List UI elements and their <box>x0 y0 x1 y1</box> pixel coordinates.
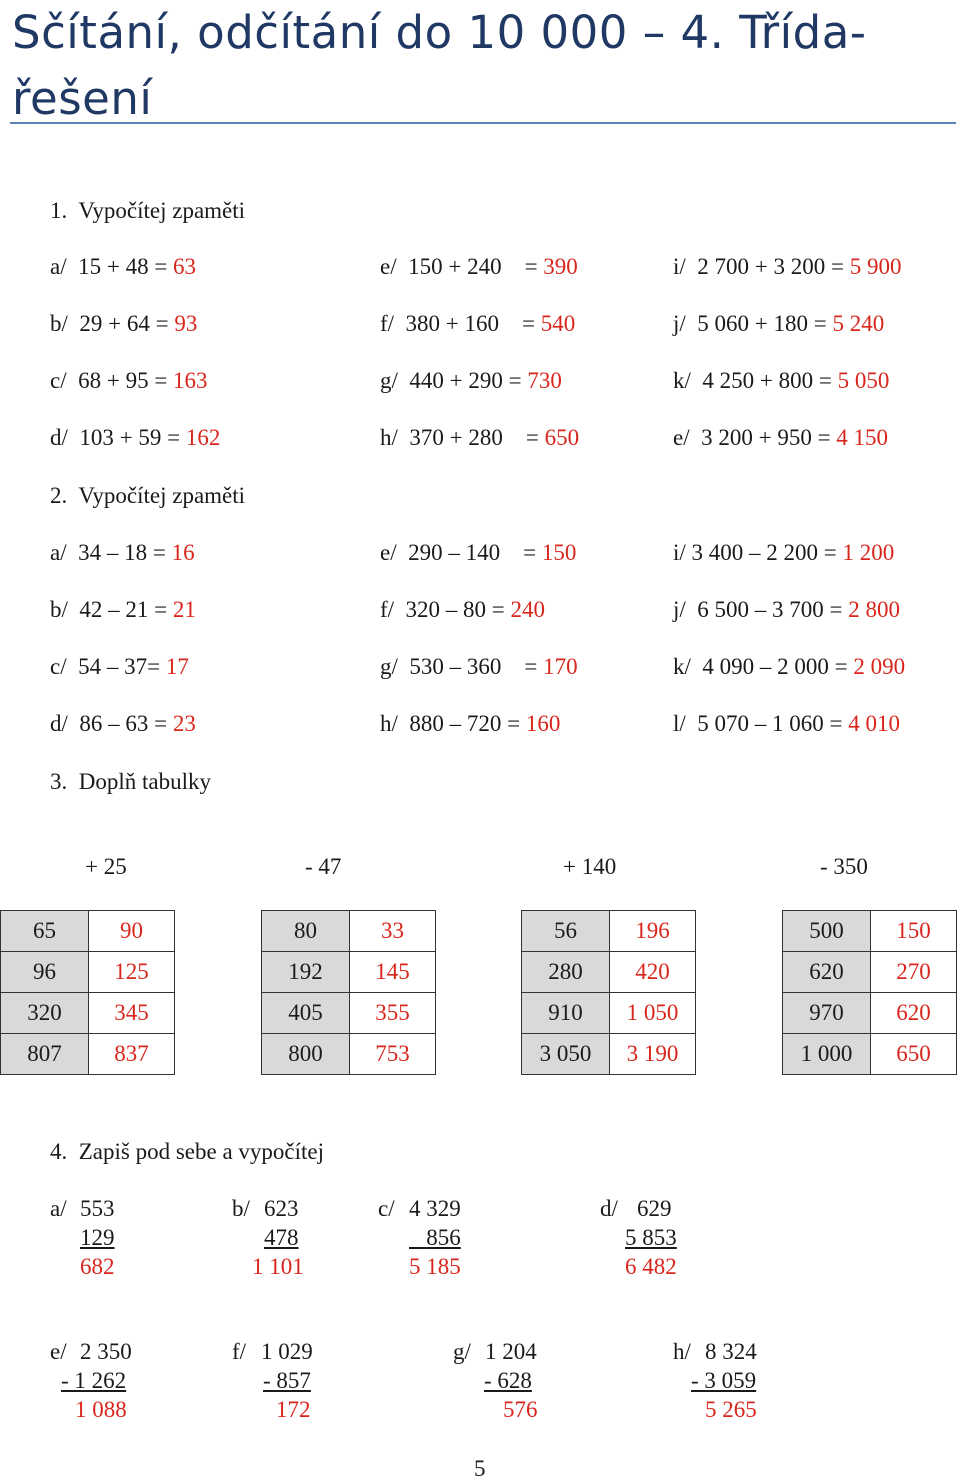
input-cell: 96 <box>1 952 89 993</box>
task4-e-top: 2 350 <box>80 1339 132 1364</box>
input-cell: 500 <box>783 911 871 952</box>
question: k/ 4 250 + 800 = <box>673 368 838 393</box>
answer: 390 <box>543 254 578 279</box>
input-cell: 405 <box>262 993 350 1034</box>
question: f/ 380 + 160 = <box>380 311 541 336</box>
task4-c-second-value: 856 <box>426 1225 461 1250</box>
task4-e-second: - 1 262 <box>61 1368 127 1393</box>
task4-a-top: 553 <box>80 1196 115 1221</box>
result-cell: 355 <box>350 993 436 1034</box>
task4-e-result: 1 088 <box>75 1397 127 1422</box>
title-line-1: Sčítání, odčítání do 10 000 – 4. Třída- <box>12 6 867 59</box>
task3-heading: 3. Doplň tabulky <box>50 769 211 794</box>
spacer <box>409 1225 426 1250</box>
question: b/ 29 + 64 = <box>50 311 175 336</box>
question: d/ 86 – 63 = <box>50 711 173 736</box>
task4-a-label: a/ <box>50 1196 67 1221</box>
result-cell: 753 <box>350 1034 436 1075</box>
answer: 63 <box>173 254 197 279</box>
result-cell: 90 <box>89 911 175 952</box>
task4-a-result: 682 <box>80 1254 115 1279</box>
task1-item-g <box>380 366 562 396</box>
question: a/ 15 + 48 = <box>50 254 174 279</box>
answer: 730 <box>527 368 562 393</box>
task4-d-result: 6 482 <box>625 1254 677 1279</box>
task4-b-result: 1 101 <box>252 1254 304 1279</box>
task2-item-f <box>380 595 545 625</box>
result-cell: 650 <box>871 1034 957 1075</box>
table-row <box>1 993 175 1034</box>
task2-item-i <box>673 538 894 568</box>
table-row <box>262 993 436 1034</box>
task4-g-label: g/ <box>453 1339 471 1364</box>
table-row <box>522 993 696 1034</box>
result-cell: 270 <box>871 952 957 993</box>
input-cell: 280 <box>522 952 610 993</box>
task4-f-result: 172 <box>276 1397 311 1422</box>
answer: 2 800 <box>848 597 901 622</box>
table-row <box>1 911 175 952</box>
question: f/ 320 – 80 = <box>380 597 511 622</box>
question: i/ 3 400 – 2 200 = <box>673 540 843 565</box>
input-cell: 970 <box>783 993 871 1034</box>
task1-item-i <box>673 252 901 282</box>
task2-item-l <box>673 709 900 739</box>
task1-item-l <box>673 423 888 453</box>
task1-item-h <box>380 423 579 453</box>
task4-f-second: - 857 <box>263 1368 311 1393</box>
answer: 150 <box>541 540 577 565</box>
answer: 1 200 <box>842 540 895 565</box>
input-cell: 56 <box>522 911 610 952</box>
input-cell: 620 <box>783 952 871 993</box>
input-cell: 192 <box>262 952 350 993</box>
answer: 5 900 <box>849 254 902 279</box>
task2-item-e <box>380 538 576 568</box>
table-row <box>522 1034 696 1075</box>
table-row <box>783 911 957 952</box>
task4-b-label: b/ <box>232 1196 250 1221</box>
answer: 5 240 <box>832 311 885 336</box>
question: k/ 4 090 – 2 000 = <box>673 654 854 679</box>
table2-operation: - 47 <box>305 854 342 879</box>
answer: 240 <box>510 597 546 622</box>
question: c/ 54 – 37= <box>50 654 166 679</box>
input-cell: 65 <box>1 911 89 952</box>
answer: 17 <box>165 654 189 679</box>
task4-d-label: d/ <box>600 1196 618 1221</box>
table-plus-140 <box>521 910 696 1075</box>
task1-item-f <box>380 309 575 339</box>
task4-b-second: 478 <box>264 1225 299 1250</box>
question: e/ 150 + 240 = <box>380 254 544 279</box>
result-cell: 125 <box>89 952 175 993</box>
task1-item-b <box>50 309 197 339</box>
table-plus-25 <box>0 910 175 1075</box>
table-row <box>262 1034 436 1075</box>
task4-d-top: 629 <box>637 1196 672 1221</box>
answer: 5 050 <box>837 368 890 393</box>
task4-c-top: 4 329 <box>409 1196 461 1221</box>
table1-operation: + 25 <box>85 854 127 879</box>
task1-item-j <box>673 309 884 339</box>
task2-item-j <box>673 595 900 625</box>
task1-item-d <box>50 423 220 453</box>
input-cell: 1 000 <box>783 1034 871 1075</box>
task1-item-a <box>50 252 196 282</box>
task2-item-c <box>50 652 189 682</box>
task4-b-top: 623 <box>264 1196 299 1221</box>
table-minus-350 <box>782 910 957 1075</box>
task4-e-label: e/ <box>50 1339 67 1364</box>
answer: 2 090 <box>853 654 906 679</box>
input-cell: 807 <box>1 1034 89 1075</box>
task2-item-b <box>50 595 196 625</box>
answer: 16 <box>171 540 195 565</box>
answer: 23 <box>172 711 196 736</box>
question: a/ 34 – 18 = <box>50 540 172 565</box>
question: c/ 68 + 95 = <box>50 368 174 393</box>
table-row <box>1 1034 175 1075</box>
table-row <box>522 911 696 952</box>
task4-heading: 4. Zapiš pod sebe a vypočítej <box>50 1139 325 1164</box>
question: l/ 5 070 – 1 060 = <box>673 711 849 736</box>
answer: 540 <box>540 311 576 336</box>
task4-f-top: 1 029 <box>261 1339 313 1364</box>
table4-operation: - 350 <box>820 854 868 879</box>
table-row <box>262 952 436 993</box>
title-line-2: řešení <box>12 72 153 125</box>
table3-operation: + 140 <box>563 854 617 879</box>
question: d/ 103 + 59 = <box>50 425 186 450</box>
question: j/ 6 500 – 3 700 = <box>673 597 849 622</box>
task4-c-label: c/ <box>378 1196 395 1221</box>
table-row <box>783 993 957 1034</box>
task2-item-g <box>380 652 578 682</box>
result-cell: 420 <box>610 952 696 993</box>
result-cell: 145 <box>350 952 436 993</box>
task1-item-k <box>673 366 889 396</box>
task4-h-label: h/ <box>673 1339 691 1364</box>
page-title <box>12 0 942 132</box>
question: h/ 880 – 720 = <box>380 711 526 736</box>
table-minus-47 <box>261 910 436 1075</box>
answer: 650 <box>544 425 580 450</box>
task4-c-second <box>409 1223 461 1253</box>
question: j/ 5 060 + 180 = <box>673 311 833 336</box>
question: e/ 290 – 140 = <box>380 540 542 565</box>
answer: 21 <box>172 597 196 622</box>
task1-item-e <box>380 252 578 282</box>
result-cell: 150 <box>871 911 957 952</box>
task4-g-result: 576 <box>503 1397 538 1422</box>
result-cell: 345 <box>89 993 175 1034</box>
result-cell: 1 050 <box>610 993 696 1034</box>
task4-h-second: - 3 059 <box>691 1368 757 1393</box>
answer: 162 <box>185 425 221 450</box>
question: i/ 2 700 + 3 200 = <box>673 254 850 279</box>
result-cell: 837 <box>89 1034 175 1075</box>
input-cell: 910 <box>522 993 610 1034</box>
table-row <box>1 952 175 993</box>
input-cell: 800 <box>262 1034 350 1075</box>
task4-g-top: 1 204 <box>485 1339 537 1364</box>
question: h/ 370 + 280 = <box>380 425 545 450</box>
input-cell: 320 <box>1 993 89 1034</box>
task1-heading: 1. Vypočítej zpaměti <box>50 198 246 223</box>
task2-item-d <box>50 709 196 739</box>
task4-d-second: 5 853 <box>625 1225 677 1250</box>
result-cell: 3 190 <box>610 1034 696 1075</box>
task2-item-k <box>673 652 905 682</box>
task2-item-h <box>380 709 560 739</box>
answer: 160 <box>525 711 561 736</box>
task2-item-a <box>50 538 195 568</box>
table-row <box>262 911 436 952</box>
page-number: 5 <box>474 1456 486 1481</box>
task1-item-c <box>50 366 208 396</box>
task4-f-label: f/ <box>232 1339 247 1364</box>
result-cell: 33 <box>350 911 436 952</box>
answer: 4 150 <box>836 425 889 450</box>
title-divider <box>10 122 956 124</box>
task2-heading: 2. Vypočítej zpaměti <box>50 483 246 508</box>
question: e/ 3 200 + 950 = <box>673 425 837 450</box>
table-row <box>783 952 957 993</box>
answer: 4 010 <box>848 711 901 736</box>
answer: 163 <box>173 368 208 393</box>
table-row <box>783 1034 957 1075</box>
task4-a-second: 129 <box>80 1225 115 1250</box>
task4-c-result: 5 185 <box>409 1254 461 1279</box>
input-cell: 80 <box>262 911 350 952</box>
result-cell: 620 <box>871 993 957 1034</box>
answer: 170 <box>543 654 578 679</box>
result-cell: 196 <box>610 911 696 952</box>
question: g/ 530 – 360 = <box>380 654 544 679</box>
task4-h-top: 8 324 <box>705 1339 757 1364</box>
task4-g-second: - 628 <box>484 1368 532 1393</box>
answer: 93 <box>174 311 198 336</box>
question: b/ 42 – 21 = <box>50 597 173 622</box>
input-cell: 3 050 <box>522 1034 610 1075</box>
question: g/ 440 + 290 = <box>380 368 528 393</box>
table-row <box>522 952 696 993</box>
task4-h-result: 5 265 <box>705 1397 757 1422</box>
